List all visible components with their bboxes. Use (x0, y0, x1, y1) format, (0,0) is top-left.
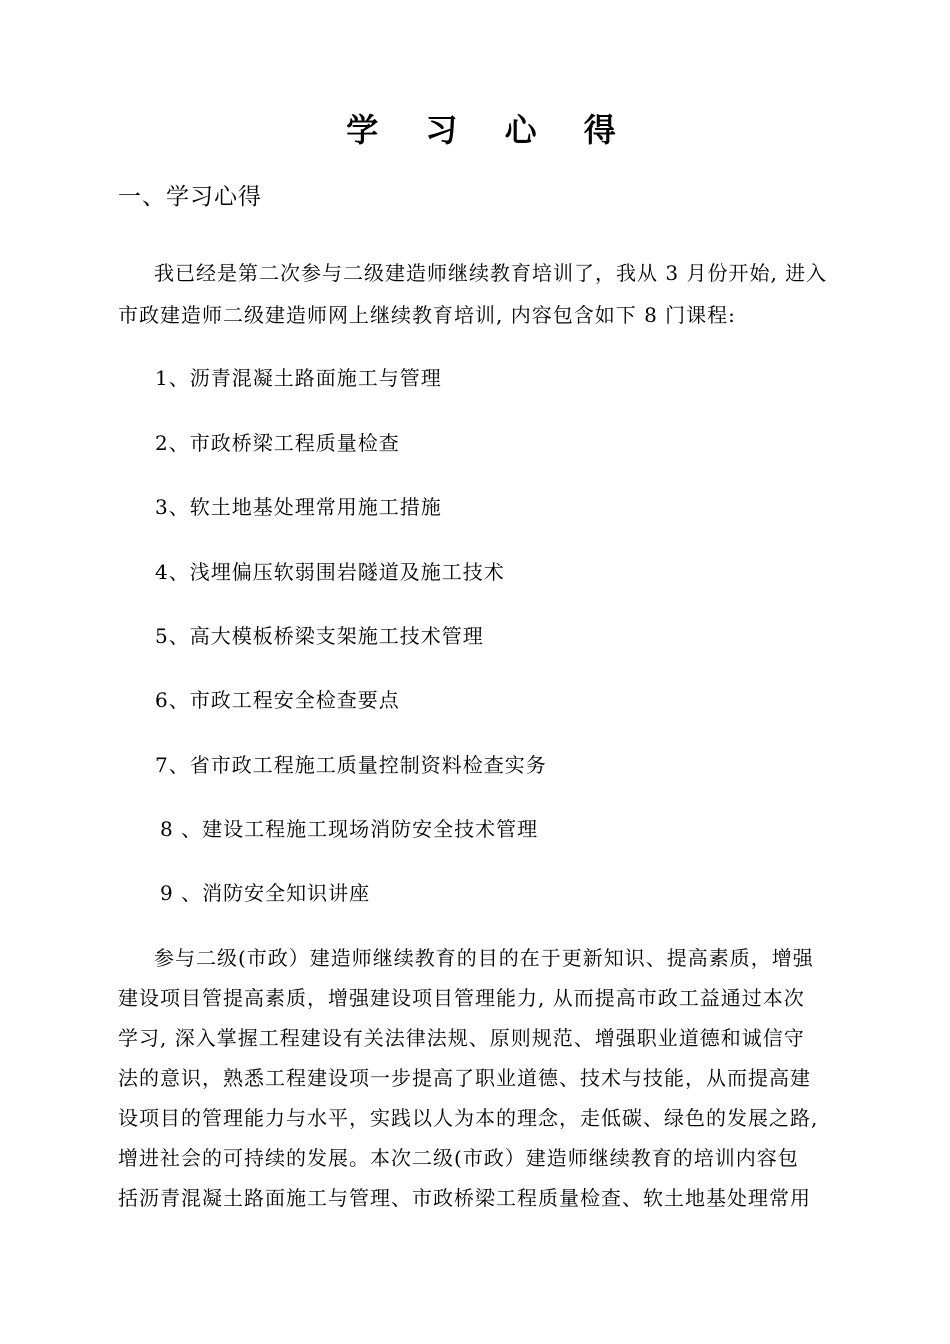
course-item-4: 4、浅埋偏压软弱围岩隧道及施工技术 (155, 560, 505, 584)
course-item-9: 9 、消防安全知识讲座 (160, 881, 371, 905)
course-item-6: 6、市政工程安全检查要点 (155, 688, 400, 712)
body-line: 学习, 深入掌握工程建设有关法律法规、原则规范、增强职业道德和诚信守 (118, 1026, 805, 1050)
body-line: 增进社会的可持续的发展。本次二级(市政）建造师继续教育的培训内容包 (118, 1146, 799, 1170)
course-item-3: 3、软土地基处理常用施工措施 (155, 495, 442, 519)
body-line: 括沥青混凝土路面施工与管理、市政桥梁工程质量检查、软土地基处理常用 (118, 1186, 811, 1210)
body-line: 建设项目管提高素质，增强建设项目管理能力, 从而提高市政工益通过本次 (118, 986, 805, 1010)
section-heading: 一、学习心得 (118, 184, 262, 210)
intro-line: 我已经是第二次参与二级建造师继续教育培训了，我从 3 月份开始, 进入 (154, 261, 828, 285)
body-line: 设项目的管理能力与水平，实践以人为本的理念，走低碳、绿色的发展之路, (118, 1106, 819, 1130)
body-paragraph (118, 938, 863, 1218)
body-line: 参与二级(市政）建造师继续教育的目的在于更新知识、提高素质，增强 (154, 946, 814, 970)
course-item-5: 5、高大模板桥梁支架施工技术管理 (155, 624, 484, 648)
course-item-8: 8 、建设工程施工现场消防安全技术管理 (160, 817, 539, 841)
course-item-7: 7、省市政工程施工质量控制资料检查实务 (155, 753, 547, 777)
course-item-1: 1、沥青混凝土路面施工与管理 (155, 366, 442, 390)
page-title: 学 习 心 得 (346, 111, 634, 149)
course-item-2: 2、市政桥梁工程质量检查 (155, 431, 400, 455)
intro-line: 市政建造师二级建造师网上继续教育培训, 内容包含如下 8 门课程: (118, 303, 736, 327)
body-line: 法的意识，熟悉工程建设项一步提高了职业道德、技术与技能，从而提高建 (118, 1066, 811, 1090)
intro-paragraph (118, 252, 863, 336)
